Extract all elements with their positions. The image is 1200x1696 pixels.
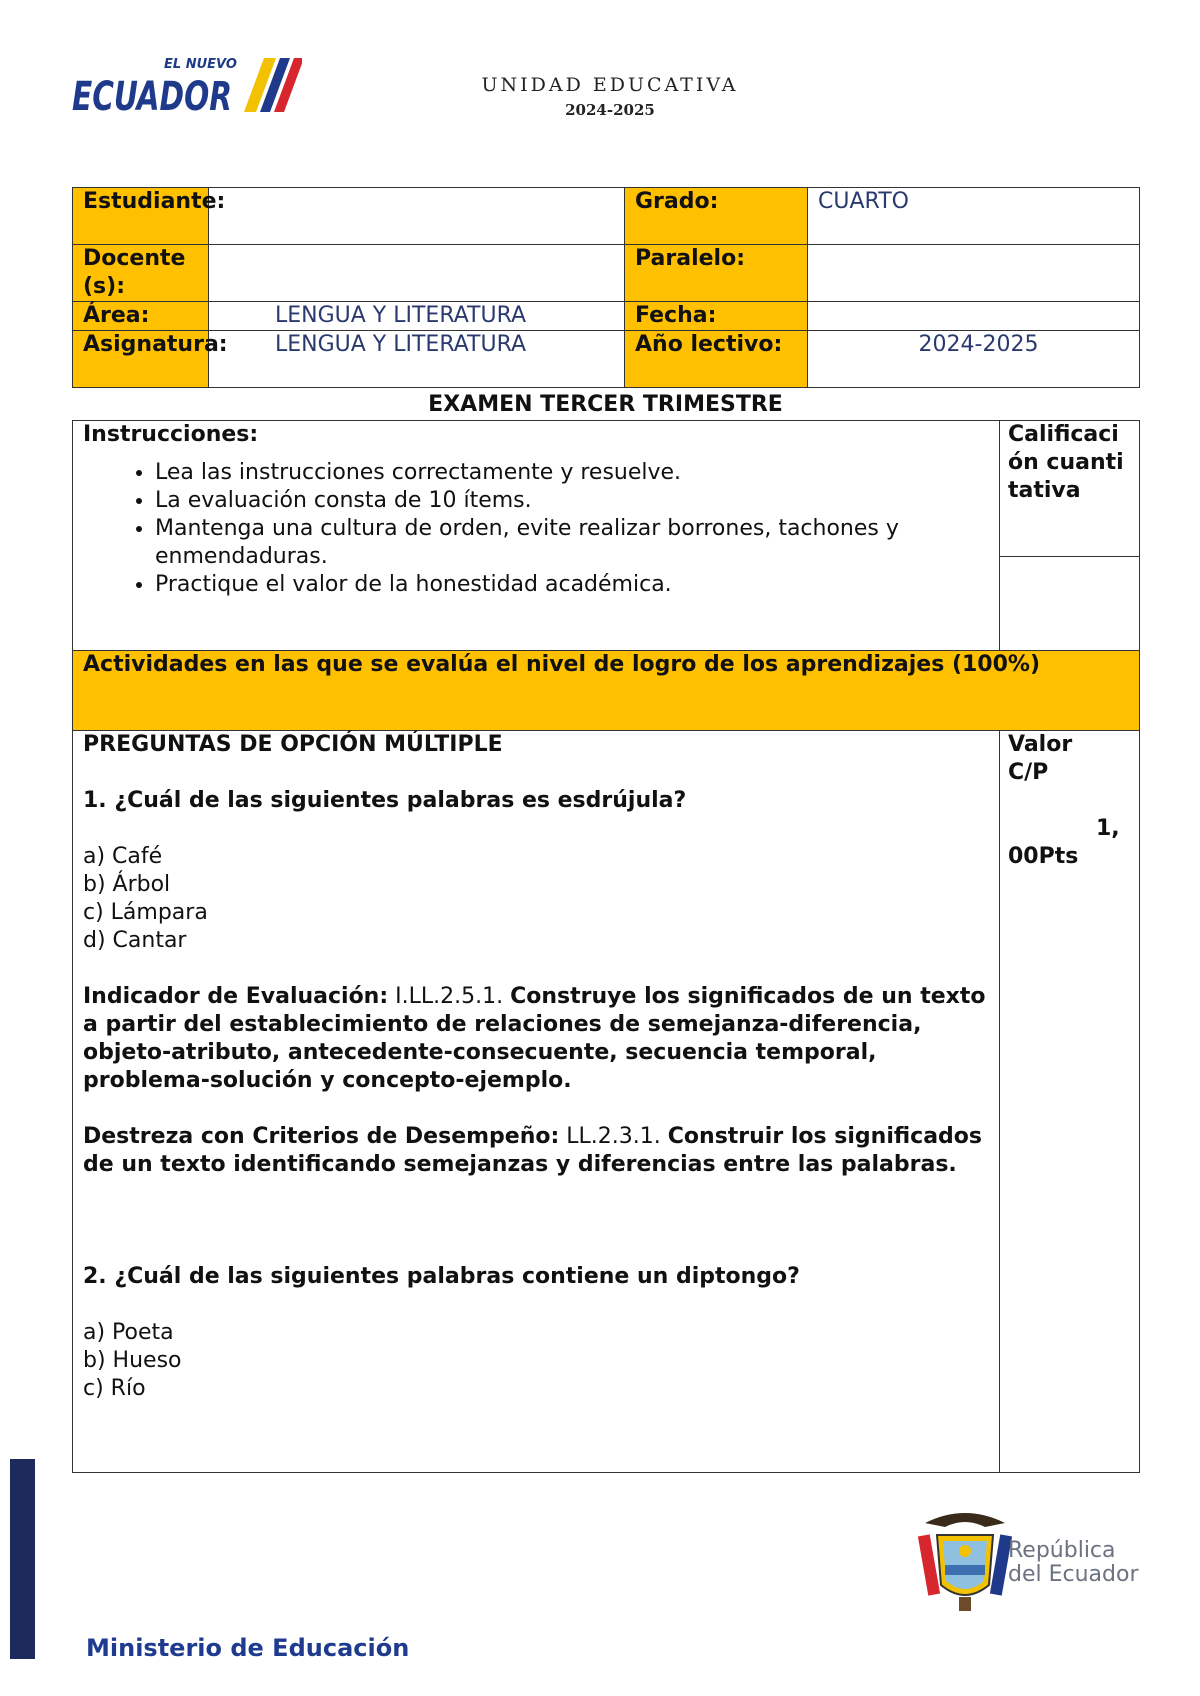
option-a[interactable]: a) Café xyxy=(83,844,163,869)
section-heading: PREGUNTAS DE OPCIÓN MÚLTIPLE xyxy=(83,732,503,757)
instruction-item: • La evaluación consta de 10 ítems. xyxy=(155,487,989,515)
skill-code: LL.2.3.1. xyxy=(566,1124,661,1149)
skill-label: Destreza con Criterios de Desempeño: xyxy=(83,1124,560,1149)
school-year-value: 2024-2025 xyxy=(808,331,1140,388)
instructions-list xyxy=(83,459,989,599)
indicator-text: Construye los significados de un texto a partir del establecimiento de relaciones de semejanza-diferencia, objeto-atributo, antecedente-consecuente, secuencia temporal, problema-solución y concepto-ejemplo. xyxy=(83,984,986,1093)
logo-text-top: EL NUEVO xyxy=(164,57,237,72)
el-nuevo-ecuador-logo xyxy=(72,52,302,122)
option-c[interactable]: c) Río xyxy=(83,1376,146,1401)
instructions-heading: Instrucciones: xyxy=(83,422,259,447)
date-field[interactable] xyxy=(808,302,1140,331)
header-year: 2024-2025 xyxy=(565,101,655,119)
option-b[interactable]: b) Hueso xyxy=(83,1348,182,1373)
instructions-cell xyxy=(73,421,1000,651)
footer-side-bar xyxy=(10,1459,35,1659)
activities-heading: Actividades en las que se evalúa el nivel de logro de los aprendizajes (100%) xyxy=(73,651,1140,731)
option-d[interactable]: d) Cantar xyxy=(83,928,187,953)
indicator-paragraph xyxy=(83,983,989,1095)
school-title: UNIDAD EDUCATIVA xyxy=(481,74,739,96)
parallel-field[interactable] xyxy=(808,245,1140,302)
question-1: 1. ¿Cuál de las siguientes palabras es esdrújula? xyxy=(83,788,687,813)
instruction-item: • Mantenga una cultura de orden, evite realizar borrones, tachones y enmendaduras. xyxy=(155,515,989,571)
logo-text-main: ECUADOR xyxy=(72,74,232,120)
value-cell xyxy=(1000,731,1140,1473)
grade-box-label: Calificación cuantitativa xyxy=(1000,421,1140,557)
student-info-table xyxy=(72,187,1140,388)
value-label: Valor C/P xyxy=(1008,732,1073,785)
area-value: LENGUA Y LITERATURA xyxy=(209,302,625,331)
school-year-label: Año lectivo: xyxy=(625,331,808,388)
option-a[interactable]: a) Poeta xyxy=(83,1320,174,1345)
option-c[interactable]: c) Lámpara xyxy=(83,900,208,925)
skill-paragraph xyxy=(83,1123,989,1179)
student-field[interactable] xyxy=(209,188,625,245)
subject-label: Asignatura: xyxy=(73,331,209,388)
teacher-field[interactable] xyxy=(209,245,625,302)
area-label: Área: xyxy=(73,302,209,331)
republic-line-2: del Ecuador xyxy=(1008,1562,1139,1587)
exam-title: EXAMEN TERCER TRIMESTRE xyxy=(428,392,783,417)
ministry-name: Ministerio de Educación xyxy=(86,1634,410,1662)
points-value: 1,00Pts xyxy=(1008,816,1120,869)
grade-box-field[interactable] xyxy=(1000,557,1140,651)
parallel-label: Paralelo: xyxy=(625,245,808,302)
student-label: Estudiante: xyxy=(73,188,209,245)
question-2: 2. ¿Cuál de las siguientes palabras contiene un diptongo? xyxy=(83,1264,800,1289)
instruction-item: • Practique el valor de la honestidad académica. xyxy=(155,571,989,599)
skill-text: Construir los significados de un texto identificando semejanzas y diferencias entre las palabras. xyxy=(83,1124,983,1177)
indicator-code: I.LL.2.5.1. xyxy=(395,984,504,1009)
option-b[interactable]: b) Árbol xyxy=(83,872,171,897)
date-label: Fecha: xyxy=(625,302,808,331)
grade-value: CUARTO xyxy=(808,188,1140,245)
instruction-item: • Lea las instrucciones correctamente y resuelve. xyxy=(155,459,989,487)
grade-label: Grado: xyxy=(625,188,808,245)
subject-value: LENGUA Y LITERATURA xyxy=(209,331,625,388)
questions-cell xyxy=(73,731,1000,1473)
republic-line-1: República xyxy=(1008,1538,1116,1563)
indicator-label: Indicador de Evaluación: xyxy=(83,984,389,1009)
exam-table xyxy=(72,420,1140,1473)
teacher-label: Docente (s): xyxy=(73,245,209,302)
coat-of-arms-icon xyxy=(915,1505,1015,1615)
